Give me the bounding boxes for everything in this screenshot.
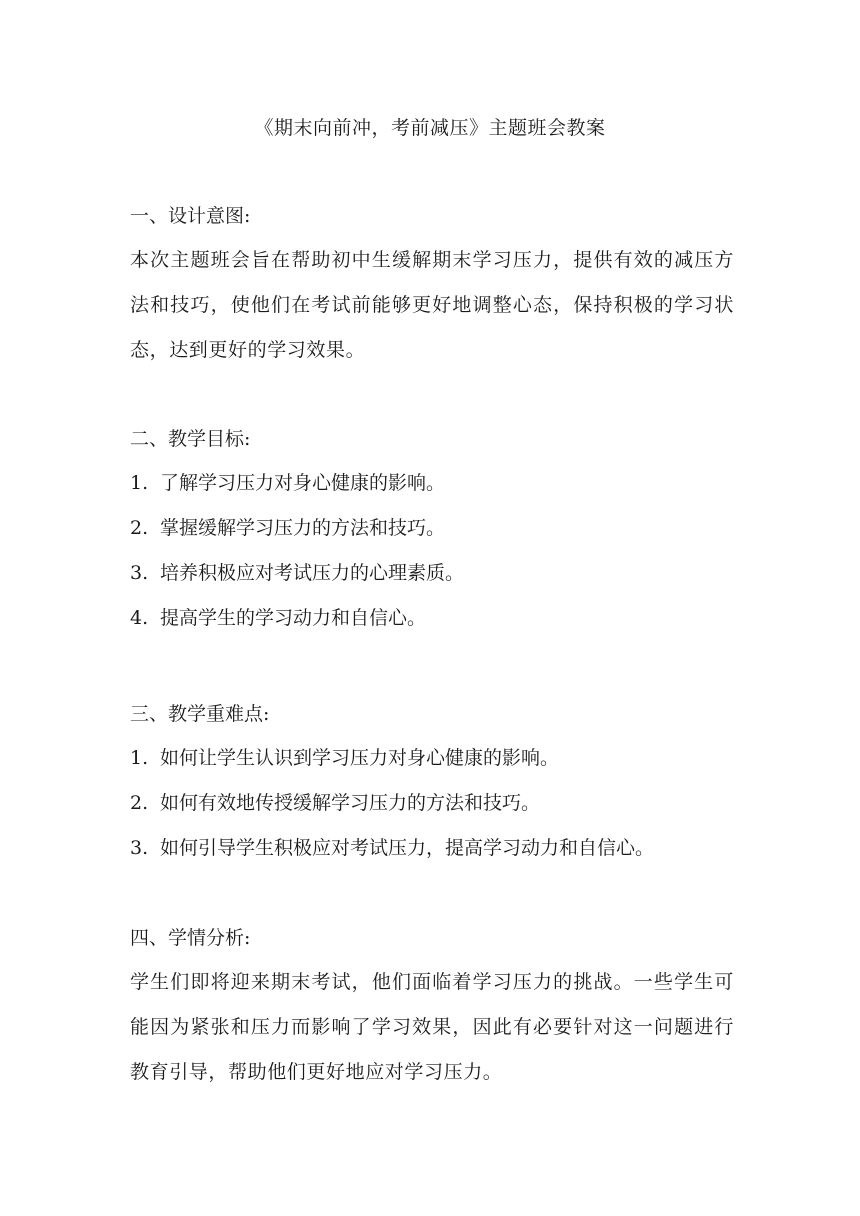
- list-item: [130, 461, 734, 506]
- section-heading: 四、学情分析:: [130, 927, 251, 949]
- list-item: [130, 826, 734, 871]
- document-title: 《期末向前冲，考前减压》主题班会教案: [254, 117, 606, 139]
- list-item-number: 3.: [130, 562, 149, 584]
- section-paragraph: 本次主题班会旨在帮助初中生缓解期末学习压力，提供有效的减压方法和技巧，使他们在考试前能够更好地调整心态，保持积极的学习状态，达到更好的学习效果。: [130, 249, 734, 361]
- difficulty-list: [130, 736, 734, 871]
- list-item-text: 如何引导学生积极应对考试压力，提高学习动力和自信心。: [160, 837, 655, 859]
- section-paragraph: 学生们即将迎来期末考试，他们面临着学习压力的挑战。一些学生可能因为紧张和压力而影响了学习效果，因此有必要针对这一问题进行教育引导，帮助他们更好地应对学习压力。: [130, 971, 734, 1083]
- list-item-number: 3.: [130, 837, 149, 859]
- section-design-intent: [130, 202, 734, 373]
- list-item-number: 2.: [130, 792, 149, 814]
- section-heading: 二、教学目标:: [130, 428, 251, 450]
- list-item-text: 如何有效地传授缓解学习压力的方法和技巧。: [160, 792, 541, 814]
- list-item: [130, 506, 734, 551]
- section-teaching-goals: [130, 425, 734, 641]
- section-heading: 一、设计意图:: [130, 205, 251, 227]
- list-item-number: 1.: [130, 747, 149, 769]
- section-heading: 三、教学重难点:: [130, 703, 270, 725]
- list-item: [130, 781, 734, 826]
- section-key-difficulties: [130, 700, 734, 871]
- list-item-number: 4.: [130, 607, 149, 629]
- list-item-number: 1.: [130, 472, 149, 494]
- goal-list: [130, 461, 734, 641]
- list-item-text: 掌握缓解学习压力的方法和技巧。: [160, 517, 446, 539]
- list-item-text: 如何让学生认识到学习压力对身心健康的影响。: [160, 747, 560, 769]
- list-item: [130, 596, 734, 641]
- list-item: [130, 551, 734, 596]
- list-item-text: 了解学习压力对身心健康的影响。: [160, 472, 446, 494]
- section-learning-analysis: [130, 924, 734, 1095]
- list-item-text: 提高学生的学习动力和自信心。: [160, 607, 427, 629]
- list-item-text: 培养积极应对考试压力的心理素质。: [160, 562, 465, 584]
- list-item: [130, 736, 734, 781]
- list-item-number: 2.: [130, 517, 149, 539]
